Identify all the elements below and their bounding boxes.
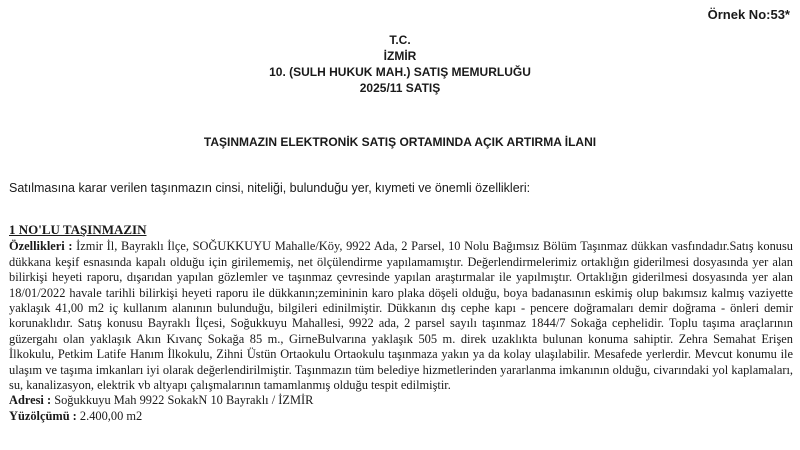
property-features — [9, 239, 793, 393]
document-header — [0, 32, 800, 96]
property-section — [9, 222, 793, 424]
property-area — [9, 409, 793, 424]
features-text: İzmir İl, Bayraklı İlçe, SOĞUKKUYU Mahalle/Köy, 9922 Ada, 2 Parsel, 10 Nolu Bağımsız Bölüm Taşınmaz dükkan vasfındadır.Satış konusu dükkana keşif esnasında kapalı olduğu için girilememiş, net ölçülendirme yapılamamıştır. Değerlendirmelerimiz ortaklığın giderilmesi dosyasında yer alan bilirkişi heyeti raporu, dışarıdan yapılan gözlemler ve taşınmaz çevresinde yapılan araştırmalar ile yapılmıştır. Ortaklığın giderilmesi dosyasında yer alan 18/01/2022 havale tarihli bilirkişi heyeti raporu ile dükkanın;zemininin karo plaka döşeli olduğu, boya badanasının eskimiş olup bakımsız kalmış vaziyette yaklaşık 41,00 m2 iç kullanım alanının bulunduğu, bilgileri edinilmiştir. Dükkanın dış cephe kapı - pencere doğramaları demir doğrama - önleri demir korunaklıdır. Satış konusu Bayraklı İlçesi, Soğukkuyu Mahallesi, 9922 ada, 2 parsel sayılı taşınmaz 1844/7 Sokağa cephelidir. Toplu taşıma araçlarının güzergahı olan yaklaşık Akın Kıvanç Sokağa 85 m., GirneBulvarına yaklaşık 505 m. direk uzaklıkta bulunan konuma sahiptir. Zehra Semahat Erişen İlkokulu, Petkim Latife Hanım İlkokulu, Zihni Üstün Ortaokulu Ortaokulu taşınmaza yakın ya da kolay ulaşılabilir. Mesafede yerlerdir. Mevcut konumu ile ulaşım ve taşıma imkanları iyi olarak değerlendirilmiştir. Taşınmazın tüm belediye hizmetlerinden yararlanma imkanının olduğu, civarındaki yol kaplamaları, su, kanalizasyon, elektrik vb altyapı çalışmalarının tamamlanmış olduğu tespit edilmiştir. — [9, 239, 793, 393]
area-label: Yüzölçümü : — [9, 408, 77, 423]
property-title: 1 NO'LU TAŞINMAZIN — [9, 222, 147, 237]
header-country: T.C. — [389, 33, 411, 47]
area-text: 2.400,00 m2 — [76, 408, 143, 423]
sample-number: Örnek No:53* — [707, 7, 790, 22]
intro-text: Satılmasına karar verilen taşınmazın cinsi, niteliği, bulunduğu yer, kıymeti ve önemli özellikleri: — [9, 181, 531, 195]
header-office: 10. (SULH HUKUK MAH.) SATIŞ MEMURLUĞU — [269, 65, 531, 79]
header-city: İZMİR — [383, 49, 417, 63]
address-label: Adresi : — [9, 393, 52, 408]
address-text: Soğukkuyu Mah 9922 SokakN 10 Bayraklı / İZMİR — [51, 393, 314, 408]
property-address — [9, 393, 793, 408]
announcement-title: TAŞINMAZIN ELEKTRONİK SATIŞ ORTAMINDA AÇIK ARTIRMA İLANI — [203, 135, 597, 149]
features-label: Özellikleri : — [9, 239, 73, 254]
header-case-number: 2025/11 SATIŞ — [359, 81, 441, 95]
